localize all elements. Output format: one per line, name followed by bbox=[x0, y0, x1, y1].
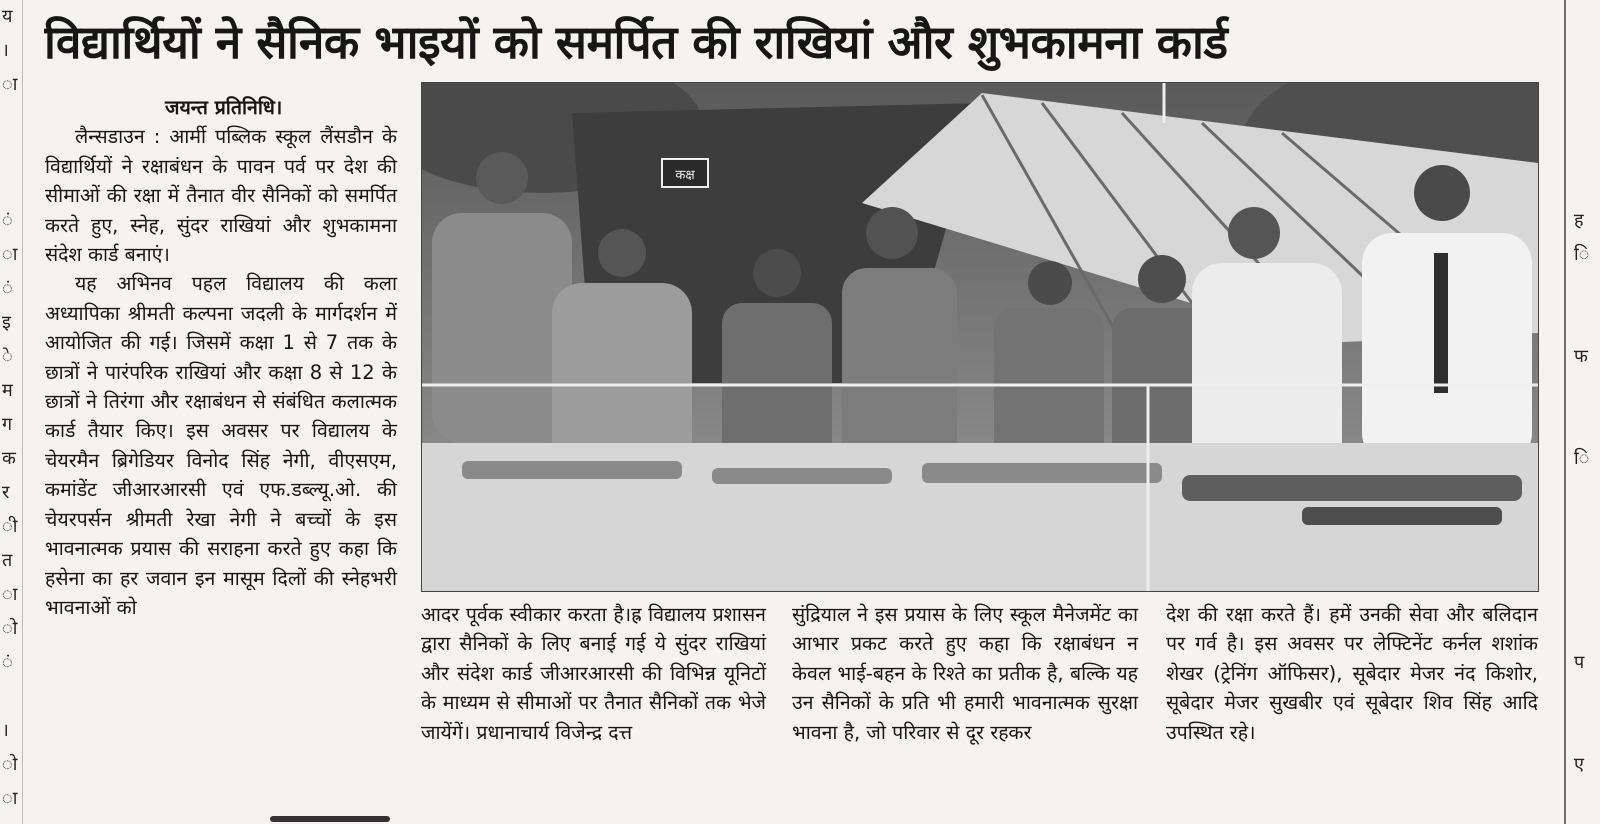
paragraph-1: लैन्सडाउन : आर्मी पब्लिक स्कूल लैंसडौन के विद्यार्थियों ने रक्षाबंधन के पावन पर्व पर देश की सीमाओं की रक्षा में तैनात वीर सैनिकों को समर्पित करते हुए, स्नेह, सुंदर राखियां और शुभकामना संदेश कार्ड बनाएं। bbox=[45, 125, 397, 267]
right-fragment-glyph bbox=[1566, 68, 1600, 102]
left-fragment-glyph: ं bbox=[2, 278, 13, 299]
byline: जयन्त प्रतिनिधि। bbox=[165, 96, 283, 119]
left-fragment-glyph: ं bbox=[2, 210, 13, 231]
left-fragment-glyph bbox=[0, 170, 22, 204]
right-fragment-glyph bbox=[1566, 544, 1600, 578]
paragraph-3: आदर पूर्वक स्वीकार करता है।ह्र विद्यालय प्रशासन द्वारा सैनिकों के लिए बनाई गई ये सुंदर राखियां और संदेश कार्ड जीआरआरसी की विभिन्न यूनिटों के माध्यम से सीमाओं पर तैनात सैनिकों तक भेजे जायेंगें। प्रधानाचार्य विजेन्द्र दत्त bbox=[421, 603, 766, 744]
next-article-fragment bbox=[270, 812, 470, 824]
news-photo bbox=[421, 82, 1539, 592]
article-column-2 bbox=[421, 600, 766, 747]
right-fragment-glyph bbox=[1566, 578, 1600, 612]
right-fragment-glyph bbox=[1566, 102, 1600, 136]
paragraph-4: सुंद्रियाल ने इस प्रयास के लिए स्कूल मैनेजमेंट का आभार प्रकट करते हुए कहा कि रक्षाबंधन न केवल भाई-बहन के रिश्ते का प्रतीक है, बल्कि यह उन सैनिकों के प्रति भी हमारी भावनात्मक सुरक्षा भावना है, जो परिवार से दूर रहकर bbox=[792, 603, 1138, 744]
left-fragment-glyph: र bbox=[2, 482, 10, 503]
right-fragment-glyph bbox=[1566, 680, 1600, 714]
left-fragment-glyph: य bbox=[2, 6, 13, 27]
right-fragment-glyph: प bbox=[1574, 652, 1585, 673]
right-fragment-glyph: ह bbox=[1574, 210, 1584, 231]
right-fragment-glyph bbox=[1566, 306, 1600, 340]
article-headline: विद्यार्थियों ने सैनिक भाइयों को समर्पित की राखियां और शुभकामना कार्ड bbox=[44, 15, 1228, 69]
left-fragment-glyph: म bbox=[2, 380, 13, 401]
right-fragment-glyph bbox=[1566, 272, 1600, 306]
right-fragment-glyph bbox=[1566, 476, 1600, 510]
left-adjacent-column-fragment bbox=[0, 0, 23, 824]
left-fragment-glyph bbox=[0, 102, 22, 136]
left-fragment-glyph: ा bbox=[2, 788, 18, 809]
right-fragment-glyph bbox=[1566, 0, 1600, 34]
right-fragment-glyph bbox=[1566, 374, 1600, 408]
left-fragment-glyph: ी bbox=[2, 516, 18, 537]
right-fragment-glyph bbox=[1566, 510, 1600, 544]
photo-illustration bbox=[422, 83, 1538, 591]
right-adjacent-column-fragment bbox=[1564, 0, 1600, 824]
left-fragment-glyph: ं bbox=[2, 652, 13, 673]
left-fragment-glyph bbox=[0, 136, 22, 170]
right-fragment-glyph: ि bbox=[1574, 244, 1590, 265]
right-fragment-glyph bbox=[1566, 408, 1600, 442]
left-fragment-glyph: ा bbox=[2, 74, 18, 95]
left-fragment-glyph bbox=[0, 680, 22, 714]
wall-sign-text: कक्ष bbox=[675, 168, 695, 183]
right-fragment-glyph: फ bbox=[1574, 346, 1588, 367]
paragraph-2: यह अभिनव पहल विद्यालय की कला अध्यापिका श्रीमती कल्पना जदली के मार्गदर्शन में आयोजित की गई। जिसमें कक्षा 1 से 7 तक के छात्रों ने पारंपरिक राखियां और कक्षा 8 से 12 के छात्रों ने तिरंगा और रक्षाबंधन से संबंधित कलात्मक कार्ड तैयार किए। इस अवसर पर विद्यालय के चेयरमैन ब्रिगेडियर विनोद सिंह नेगी, वीएसएम, कमांडेंट जीआरआरसी एवं एफ.डब्ल्यू.ओ. की चेयरपर्सन श्रीमती रेखा नेगी ने बच्चों के इस भावनात्मक प्रयास की सराहना करते हुए कहा कि हसेना का हर जवान इन मासूम दिलों की स्नेहभरी भावनाओं को bbox=[45, 272, 397, 619]
right-fragment-glyph bbox=[1566, 714, 1600, 748]
right-fragment-glyph: ए bbox=[1574, 754, 1584, 775]
article-column-1 bbox=[45, 93, 397, 622]
right-fragment-glyph bbox=[1566, 136, 1600, 170]
right-fragment-glyph bbox=[1566, 34, 1600, 68]
left-fragment-glyph: त bbox=[2, 550, 13, 571]
paragraph-5: देश की रक्षा करते हैं। हमें उनकी सेवा और बलिदान पर गर्व है। इस अवसर पर लेफ्टिनेंट कर्नल शशांक शेखर (ट्रेनिंग ऑफिसर), सूबेदार मेजर नंद किशोर, सूबेदार मेजर सुखबीर एवं सूबेदार शिव सिंह आदि उपस्थित रहे। bbox=[1166, 603, 1538, 744]
right-fragment-glyph bbox=[1566, 612, 1600, 646]
right-fragment-glyph bbox=[1566, 782, 1600, 816]
right-fragment-glyph bbox=[1566, 170, 1600, 204]
right-fragment-glyph: ि bbox=[1574, 448, 1590, 469]
left-fragment-glyph: े bbox=[2, 346, 13, 367]
left-fragment-glyph: ा bbox=[2, 584, 18, 605]
left-fragment-glyph: ो bbox=[2, 618, 18, 639]
left-fragment-glyph: । bbox=[2, 720, 9, 741]
article-column-3 bbox=[792, 600, 1138, 747]
left-fragment-glyph: क bbox=[2, 448, 16, 469]
article-column-4 bbox=[1166, 600, 1538, 747]
left-fragment-glyph: ा bbox=[2, 244, 18, 265]
left-fragment-glyph: । bbox=[2, 40, 9, 61]
left-fragment-glyph: ो bbox=[2, 754, 18, 775]
left-fragment-glyph: ग bbox=[2, 414, 13, 435]
left-fragment-glyph: इ bbox=[2, 312, 11, 333]
